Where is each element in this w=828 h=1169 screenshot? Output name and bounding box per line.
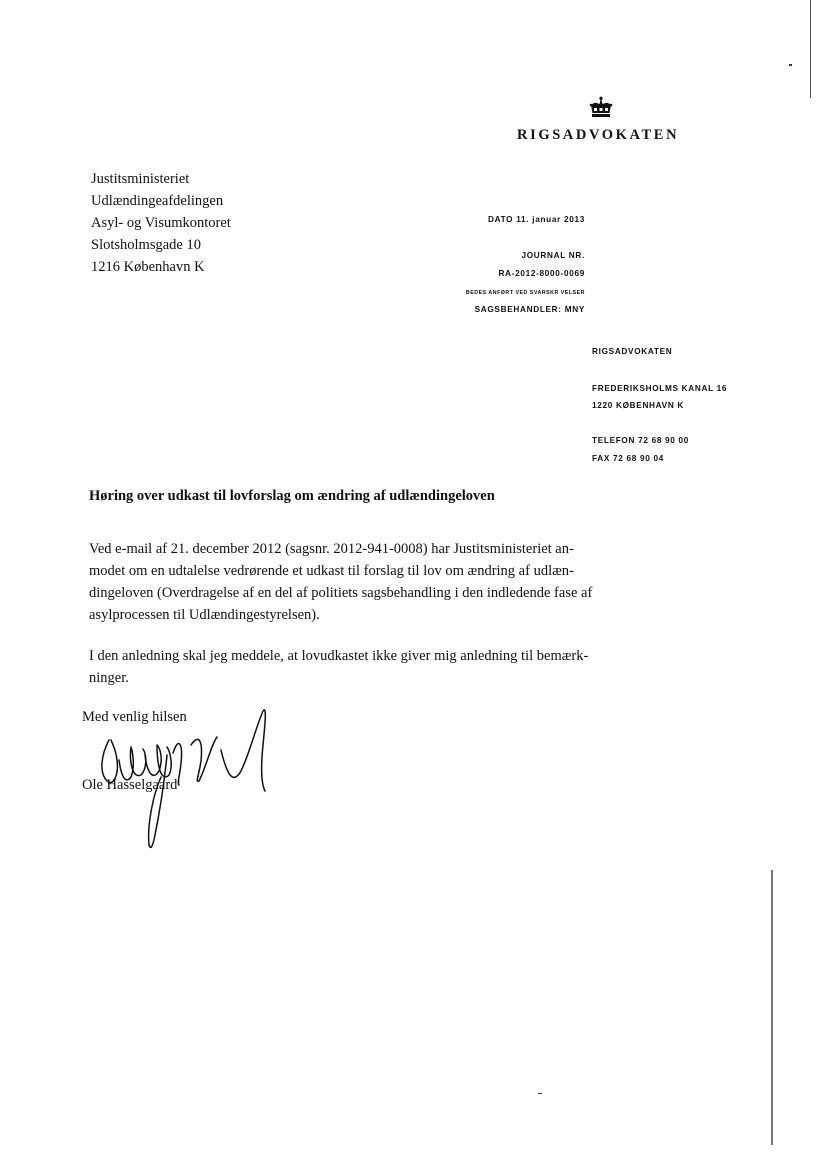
paragraph-line: asylprocessen til Udlændingestyrelsen).	[89, 607, 320, 623]
letter-date: DATO 11. januar 2013	[488, 215, 585, 224]
addressee-line: Slotsholmsgade 10	[91, 237, 201, 253]
letter-subject: Høring over udkast til lovforslag om ændring af udlændingeloven	[89, 488, 495, 504]
paragraph-line: I den anledning skal jeg meddele, at lovudkastet ikke giver mig anledning til bemærk-	[89, 648, 589, 664]
signer-name: Ole Hasselgaard	[82, 777, 178, 793]
sender-name: RIGSADVOKATEN	[592, 347, 673, 356]
sender-city: 1220 KØBENHAVN K	[592, 401, 685, 410]
royal-crown-icon	[588, 96, 614, 120]
paragraph-line: dingeloven (Overdragelse af en del af politiets sagsbehandling i den indledende fase af	[89, 585, 593, 601]
paragraph-1	[89, 538, 593, 626]
closing-phrase: Med venlig hilsen	[82, 709, 187, 725]
addressee-line: Justitsministeriet	[91, 171, 190, 187]
addressee-line: Asyl- og Visumkontoret	[91, 215, 231, 231]
sender-phone: TELEFON 72 68 90 00	[592, 436, 690, 445]
addressee-block	[91, 168, 231, 278]
reference-note: BEDES ANFØRT VED SVARSKR VELSER	[465, 290, 585, 296]
paragraph-line: Ved e-mail af 21. december 2012 (sagsnr. 2012-941-0008) har Justitsministeriet an-	[89, 541, 574, 557]
journal-number: RA-2012-8000-0069	[498, 269, 585, 278]
scan-speck	[538, 1093, 542, 1094]
addressee-line: 1216 København K	[91, 259, 205, 275]
org-name: RIGSADVOKATEN	[517, 127, 680, 143]
scan-edge-line	[771, 870, 773, 1145]
scan-edge-line	[810, 0, 811, 98]
sender-street: FREDERIKSHOLMS KANAL 16	[592, 384, 728, 393]
sender-fax: FAX 72 68 90 04	[592, 454, 664, 463]
handwritten-signature	[95, 705, 275, 855]
paragraph-line: modet om en udtalelse vedrørende et udkast til forslag til lov om ændring af udlæn-	[89, 563, 574, 579]
addressee-line: Udlændingeafdelingen	[91, 193, 224, 209]
paragraph-line: ninger.	[89, 670, 129, 686]
journal-label: JOURNAL NR.	[521, 251, 585, 260]
scan-speck	[789, 64, 792, 66]
case-handler: SAGSBEHANDLER: MNY	[474, 305, 585, 314]
paragraph-2	[89, 645, 589, 689]
